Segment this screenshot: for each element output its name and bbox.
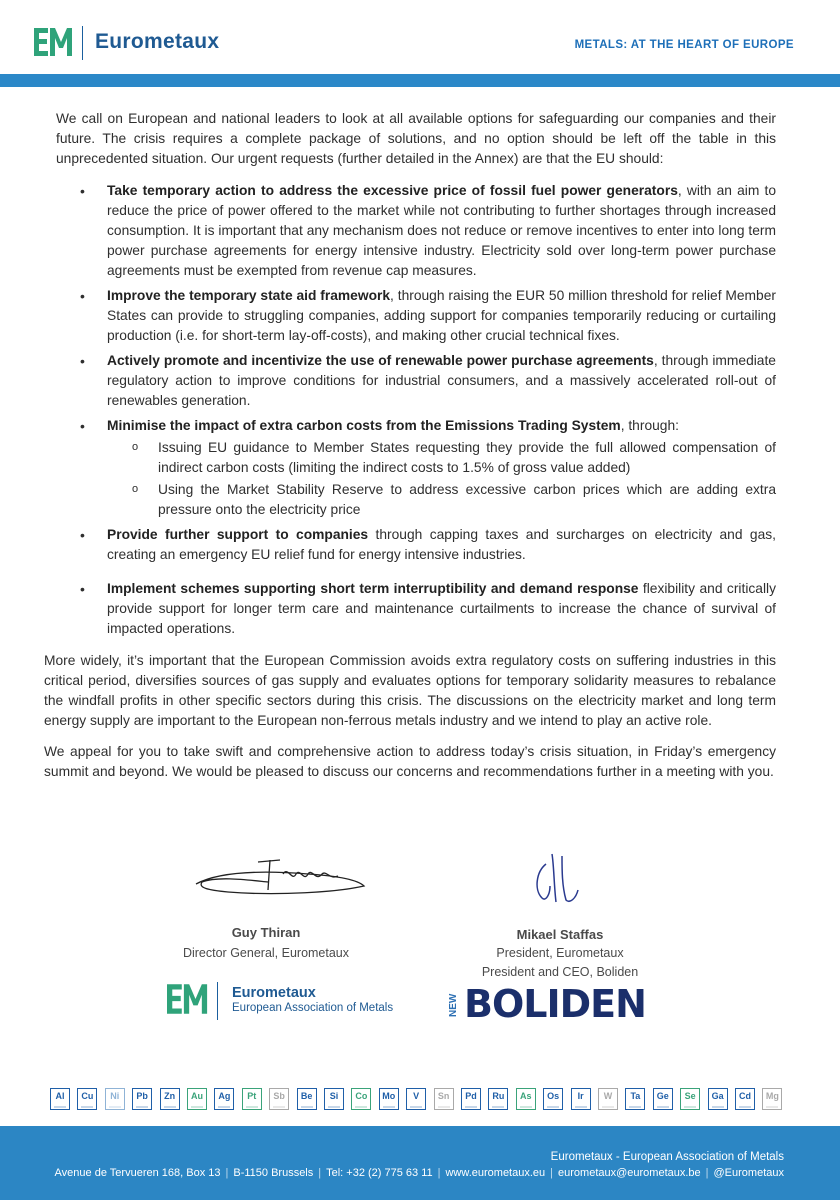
element-tile: Si bbox=[324, 1088, 344, 1110]
element-tile: Ni bbox=[105, 1088, 125, 1110]
element-tile: Ta bbox=[625, 1088, 645, 1110]
list-item bbox=[56, 416, 776, 520]
list-item-bold: Actively promote and incentivize the use of renewable power purchase agreements bbox=[107, 353, 654, 368]
element-tile: As bbox=[516, 1088, 536, 1110]
element-tile: Be bbox=[297, 1088, 317, 1110]
element-tile: Sn bbox=[434, 1088, 454, 1110]
element-tile: Zn bbox=[160, 1088, 180, 1110]
signatory-role: Director General, Eurometaux bbox=[182, 946, 350, 960]
footer-website-link[interactable]: www.eurometaux.eu bbox=[445, 1167, 546, 1179]
element-tile: Ir bbox=[571, 1088, 591, 1110]
element-tile: Cd bbox=[735, 1088, 755, 1110]
element-tile: Co bbox=[351, 1088, 371, 1110]
request-list bbox=[56, 181, 776, 644]
element-tile: Os bbox=[543, 1088, 563, 1110]
list-item-text: , through raising the EUR 50 million threshold for relief Member States can provide to struggling companies, adding support for companies temporarily reducing or curtailing production (i.e. for short-term lay-off-costs), and making other crucial technical fixes. bbox=[107, 288, 776, 343]
logo-divider bbox=[82, 26, 83, 60]
sub-list-item: o Issuing EU guidance to Member States requesting they provide the full allowed compensation of indirect carbon costs (limiting the indirect costs to 1.5% of gross value added) bbox=[107, 438, 776, 478]
element-tile: Ga bbox=[708, 1088, 728, 1110]
logo-divider bbox=[217, 982, 218, 1020]
boliden-logo-prefix: NEW bbox=[448, 993, 459, 1017]
eurometaux-logo-icon bbox=[160, 980, 212, 1018]
list-item-bold: Take temporary action to address the excessive price of fossil fuel power generators bbox=[107, 183, 678, 198]
element-tile: Au bbox=[187, 1088, 207, 1110]
footer-city: B-1150 Brussels bbox=[233, 1167, 314, 1179]
element-tile: Pt bbox=[242, 1088, 262, 1110]
element-tile: Al bbox=[50, 1088, 70, 1110]
footer-social-link[interactable]: @Eurometaux bbox=[713, 1167, 784, 1179]
footer-phone: Tel: +32 (2) 775 63 11 bbox=[326, 1167, 433, 1179]
header-tagline: METALS: AT THE HEART OF EUROPE bbox=[574, 39, 794, 51]
header-rule bbox=[0, 74, 840, 87]
list-item bbox=[56, 351, 776, 411]
intro-paragraph: We call on European and national leaders to look at all available options for safeguarding our companies and their future. The crisis requires a complete package of solutions, and no option should be left off the table in this unprecedented situation. Our urgent requests (further detailed in the Annex) are that the EU should: bbox=[56, 111, 776, 166]
sub-list-item: o Using the Market Stability Reserve to address excessive carbon prices which are adding extra pressure onto the electricity price bbox=[107, 480, 776, 520]
element-tile: Se bbox=[680, 1088, 700, 1110]
element-tile: Ge bbox=[653, 1088, 673, 1110]
list-item-bold: Provide further support to companies bbox=[107, 527, 369, 542]
list-item-text: through capping taxes and surcharges on electricity and gas, creating an emergency EU relief fund for energy intensive industries. bbox=[107, 527, 777, 562]
eurometaux-logo-icon bbox=[30, 24, 74, 60]
element-tile: V bbox=[406, 1088, 426, 1110]
page-header bbox=[0, 0, 840, 74]
element-tile: Ru bbox=[488, 1088, 508, 1110]
signatory-role: President, Eurometaux bbox=[496, 946, 624, 960]
element-tile: Pd bbox=[461, 1088, 481, 1110]
list-item-text: , through immediate regulatory action to improve conditions for industrial consumers, and a massively accelerated roll-out of renewables generation. bbox=[107, 353, 776, 408]
footer-organization: Eurometaux - European Association of Metals bbox=[550, 1151, 784, 1163]
sub-list bbox=[107, 438, 776, 520]
appeal-paragraph: We appeal for you to take swift and comprehensive action to address today’s crisis situation, in Friday’s emergency summit and beyond. We would be pleased to discuss our concerns and recommendations further in a meeting with you. bbox=[44, 744, 776, 779]
boliden-logo-name: BOLIDEN bbox=[464, 982, 646, 1026]
list-item bbox=[56, 525, 776, 565]
footer-email-link[interactable]: eurometaux@eurometaux.be bbox=[558, 1167, 701, 1179]
logo-name: Eurometaux bbox=[95, 30, 220, 53]
signatory-name: Guy Thiran bbox=[231, 925, 301, 940]
page-footer bbox=[0, 1126, 840, 1200]
list-item-bold: Improve the temporary state aid framework bbox=[107, 288, 391, 303]
list-item bbox=[56, 181, 776, 281]
list-item bbox=[56, 286, 776, 346]
list-item-bold: Implement schemes supporting short term interruptibility and demand response bbox=[107, 581, 639, 596]
footer-address: Avenue de Tervueren 168, Box 13 bbox=[54, 1167, 221, 1179]
list-item bbox=[56, 579, 776, 639]
element-tile: Cu bbox=[77, 1088, 97, 1110]
element-tile: W bbox=[598, 1088, 618, 1110]
element-tile: Ag bbox=[214, 1088, 234, 1110]
signatory-role: President and CEO, Boliden bbox=[481, 965, 639, 979]
eurometaux-logo-name: Eurometaux bbox=[232, 985, 316, 1001]
signatory-name: Mikael Staffas bbox=[516, 927, 604, 942]
list-item-text: flexibility and critically provide support for longer term care and maintenance curtailments to increase the chance of survival of impacted operations. bbox=[107, 581, 776, 636]
element-tile: Mo bbox=[379, 1088, 399, 1110]
list-item-text: , with an aim to reduce the price of power offered to the market while not contributing to further shortages through increased consumption. It is important that any mechanism does not reduce or remove incentives to enter into long term power purchase agreements for energy intensive industry. Electricity sold over long-term power purchase agreements must be exempted from revenue cap measures. bbox=[107, 183, 776, 278]
element-strip bbox=[50, 1088, 790, 1114]
wider-paragraph: More widely, it’s important that the European Commission avoids extra regulatory costs on suffering industries in this critical period, diversifies sources of gas supply and evaluates options for temporary solidarity measures to rebalance the windfall profits in other specific sectors during this crisis. The discussions on the electricity market and long term energy supply are important to the European non-ferrous metals industry and we intend to play an active role. bbox=[44, 653, 776, 728]
list-item-text: , through: bbox=[620, 418, 679, 433]
list-item-bold: Minimise the impact of extra carbon costs from the Emissions Trading System bbox=[107, 418, 621, 433]
element-tile: Mg bbox=[762, 1088, 782, 1110]
eurometaux-logo-subtitle: European Association of Metals bbox=[232, 1002, 394, 1014]
guy-thiran-signature bbox=[188, 852, 368, 902]
mikael-staffas-signature bbox=[528, 846, 588, 908]
element-tile: Pb bbox=[132, 1088, 152, 1110]
footer-contact: Avenue de Tervueren 168, Box 13 | B-1150 Brussels | Tel: +32 (2) 775 63 11 | www.eurometaux.eu | eurometaux@eurometaux.be | @Eurometaux bbox=[54, 1167, 784, 1179]
element-tile: Sb bbox=[269, 1088, 289, 1110]
